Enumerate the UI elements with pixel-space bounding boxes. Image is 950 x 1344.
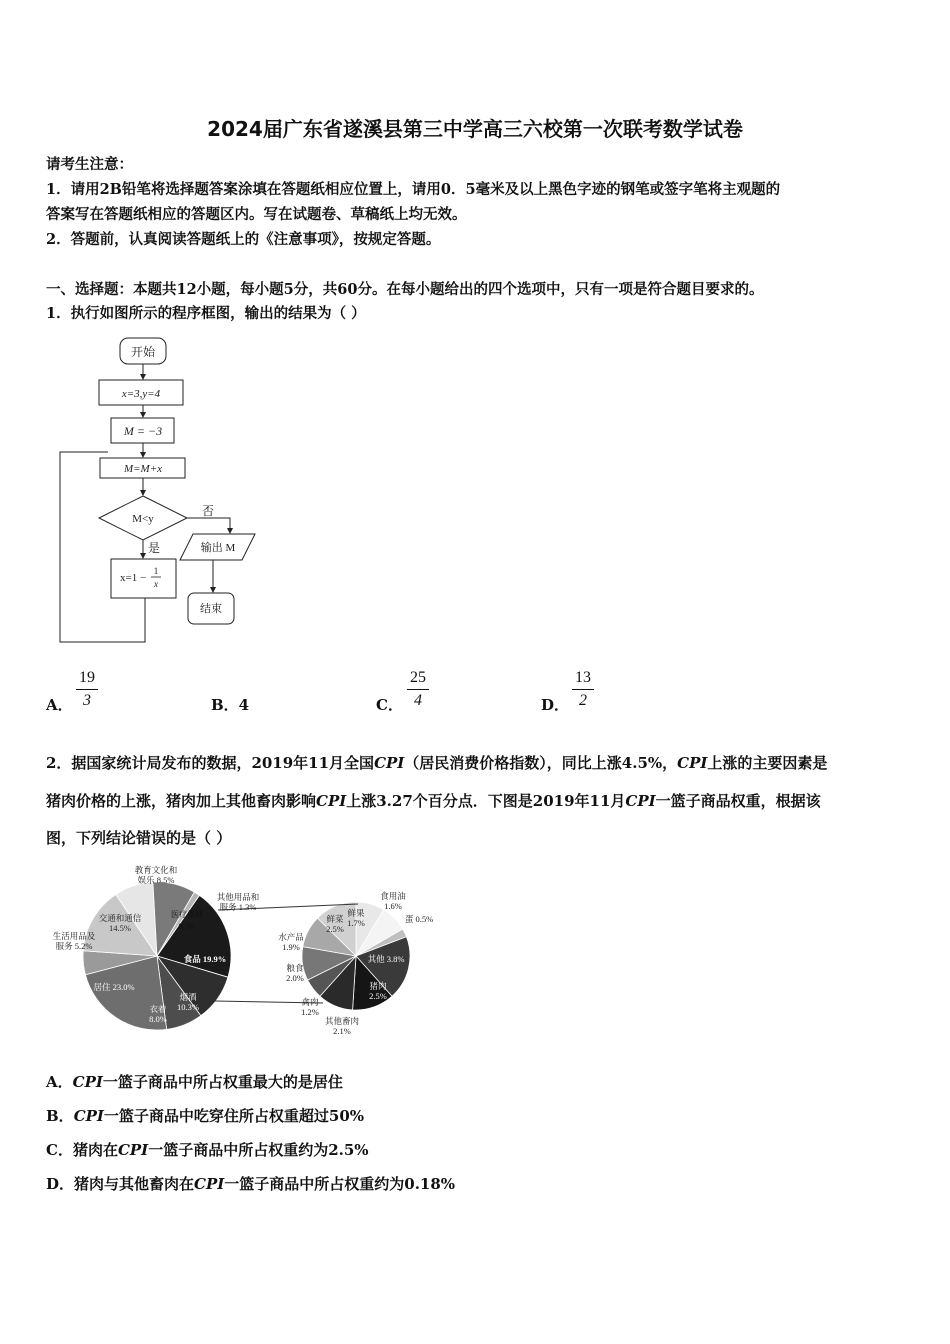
q2-cpi: CPI (374, 754, 405, 772)
flow-start-text: 开始 (130, 345, 156, 359)
option-letter: C． (46, 1141, 73, 1159)
flow-yes-label: 是 (147, 541, 161, 555)
option-pre: 猪肉在 (72, 1141, 118, 1159)
q1-option-c[interactable]: C． (376, 696, 403, 714)
question-1-stem: 1．执行如图所示的程序框图，输出的结果为（ ） (46, 305, 366, 322)
fraction-denominator: 2 (579, 692, 587, 709)
pie-label: 交通和通信 (98, 913, 142, 923)
notice-heading: 请考生注意： (46, 156, 133, 173)
pie-label: 服务 1.3% (219, 902, 257, 912)
q2-cpi: CPI (117, 1141, 149, 1159)
q2-cpi: CPI (73, 1107, 104, 1125)
q2-text: 一篮子商品权重，根据该 (655, 792, 821, 810)
flowchart (50, 330, 280, 650)
pie-label: 水产品 (278, 932, 304, 942)
fraction-denominator: 4 (414, 692, 422, 709)
question-2-line-3: 图，下列结论错误的是（ ） (46, 829, 232, 847)
pie-label: 2.5% (326, 924, 344, 934)
notice-line-1: 1．请用2B铅笔将选择题答案涂填在答题纸相应位置上，请用0．5毫米及以上黑色字迹的钢笔或签字笔将主观题的 (46, 181, 781, 198)
page-title: 2024届广东省遂溪县第三中学高三六校第一次联考数学试卷 (207, 117, 743, 141)
pie-label: 医疗保健 (171, 910, 203, 919)
pie-label: 1.9% (282, 942, 300, 952)
pie-label: 8.0% (149, 1014, 167, 1024)
option-letter: B． (46, 1107, 74, 1125)
q1-option-c-fraction (407, 669, 429, 710)
pie-label: 1.6% (384, 901, 402, 911)
q2-text: 2．据国家统计局发布的数据，2019年11月全国 (46, 754, 375, 772)
fraction-numerator: 19 (76, 669, 98, 690)
option-post: 一篮子商品中吃穿住所占权重超过50% (103, 1107, 365, 1125)
pie-label: 9.3% (178, 922, 196, 931)
flow-output-text: 输出 M (200, 542, 236, 554)
question-2-line-1 (46, 752, 827, 773)
notice-line-3: 2．答题前，认真阅读答题纸上的《注意事项》，按规定答题。 (46, 231, 441, 248)
pie-label: 食品 19.9% (183, 954, 227, 964)
option-letter: D． (46, 1175, 75, 1193)
pie-label: 鲜果 (347, 908, 365, 918)
option-post: 一篮子商品中所占权重约为2.5% (148, 1141, 369, 1159)
q2-cpi: CPI (72, 1073, 103, 1091)
pie-label: 2.1% (333, 1026, 351, 1036)
flow-assign-text: x=1 − (120, 572, 147, 584)
flow-m-init-text: M = −3 (123, 424, 163, 438)
option-post: 一篮子商品中所占权重最大的是居住 (102, 1073, 343, 1091)
q1-option-a-fraction (76, 669, 98, 710)
question-2-line-2 (46, 790, 821, 811)
q2-text: 上涨的主要因素是 (707, 754, 828, 772)
pie-label: 2.0% (286, 973, 304, 983)
flow-condition-text: M<y (132, 513, 154, 525)
pie-label: 鲜菜 (326, 914, 344, 924)
flow-update-text: M=M+x (123, 463, 163, 475)
flow-assign-num: 1 (153, 566, 159, 576)
q2-cpi: CPI (316, 792, 347, 810)
pie-label: 禽肉 (301, 997, 319, 1007)
q2-option-c[interactable] (46, 1139, 369, 1160)
pie-label: 烟酒 (179, 992, 197, 1002)
option-pre: 猪肉与其他畜肉在 (74, 1175, 195, 1193)
q1-option-d[interactable]: D． (541, 696, 570, 714)
option-letter: A． (46, 1073, 73, 1091)
pie-label: 教育文化和 (134, 865, 178, 875)
q2-text: （居民消费价格指数），同比上涨4.5%， (404, 754, 678, 772)
flow-no-label: 否 (201, 504, 215, 518)
pie-label: 其他畜肉 (324, 1016, 360, 1026)
pie-label: 1.2% (301, 1007, 319, 1017)
notice-line-2: 答案写在答题纸相应的答题区内。写在试题卷、草稿纸上均无效。 (46, 206, 467, 223)
option-post: 一篮子商品中所占权重约为0.18% (224, 1175, 456, 1193)
pie-label: 粮食 (286, 963, 304, 973)
q2-cpi: CPI (194, 1175, 225, 1193)
pie-label: 2.5% (369, 991, 387, 1001)
pie-label: 衣着 (149, 1004, 167, 1014)
flow-assign-den: x (154, 579, 158, 589)
q2-cpi: CPI (625, 792, 656, 810)
q1-option-b[interactable]: B．4 (211, 696, 250, 714)
pie-label: 10.3% (177, 1002, 199, 1012)
pie-label: 蛋 0.5% (404, 914, 434, 924)
pie-label: 食用油 (380, 891, 406, 901)
q2-cpi: CPI (677, 754, 708, 772)
q2-text: 上涨3.27个百分点．下图是2019年11月 (346, 792, 626, 810)
pie-label: 1.7% (347, 918, 365, 928)
flow-init-text: x=3,y=4 (121, 388, 161, 400)
pie-label: 服务 5.2% (55, 941, 93, 951)
pie-label: 猪肉 (369, 981, 387, 991)
q2-option-a[interactable] (46, 1071, 343, 1092)
section-heading: 一、选择题：本题共12小题，每小题5分，共60分。在每小题给出的四个选项中，只有一项是符合题目要求的。 (46, 281, 764, 298)
pie-label: 其他 3.8% (367, 954, 405, 964)
q1-option-a[interactable]: A． (46, 696, 73, 714)
q2-text: 猪肉价格的上涨，猪肉加上其他畜肉影响 (46, 792, 317, 810)
q2-option-b[interactable] (46, 1105, 364, 1126)
pie-label: 其他用品和 (216, 892, 260, 902)
q1-option-d-fraction (572, 669, 594, 710)
pie-label: 14.5% (109, 923, 131, 933)
fraction-numerator: 13 (572, 669, 594, 690)
pie-label: 生活用品及 (52, 931, 96, 941)
q2-option-d[interactable] (46, 1173, 455, 1194)
fraction-denominator: 3 (83, 692, 91, 709)
pie-label: 娱乐 8.5% (137, 875, 175, 885)
fraction-numerator: 25 (407, 669, 429, 690)
cpi-pie-charts (40, 858, 460, 1043)
flow-end-text: 结束 (200, 603, 222, 615)
pie-label: 居住 23.0% (93, 982, 135, 992)
